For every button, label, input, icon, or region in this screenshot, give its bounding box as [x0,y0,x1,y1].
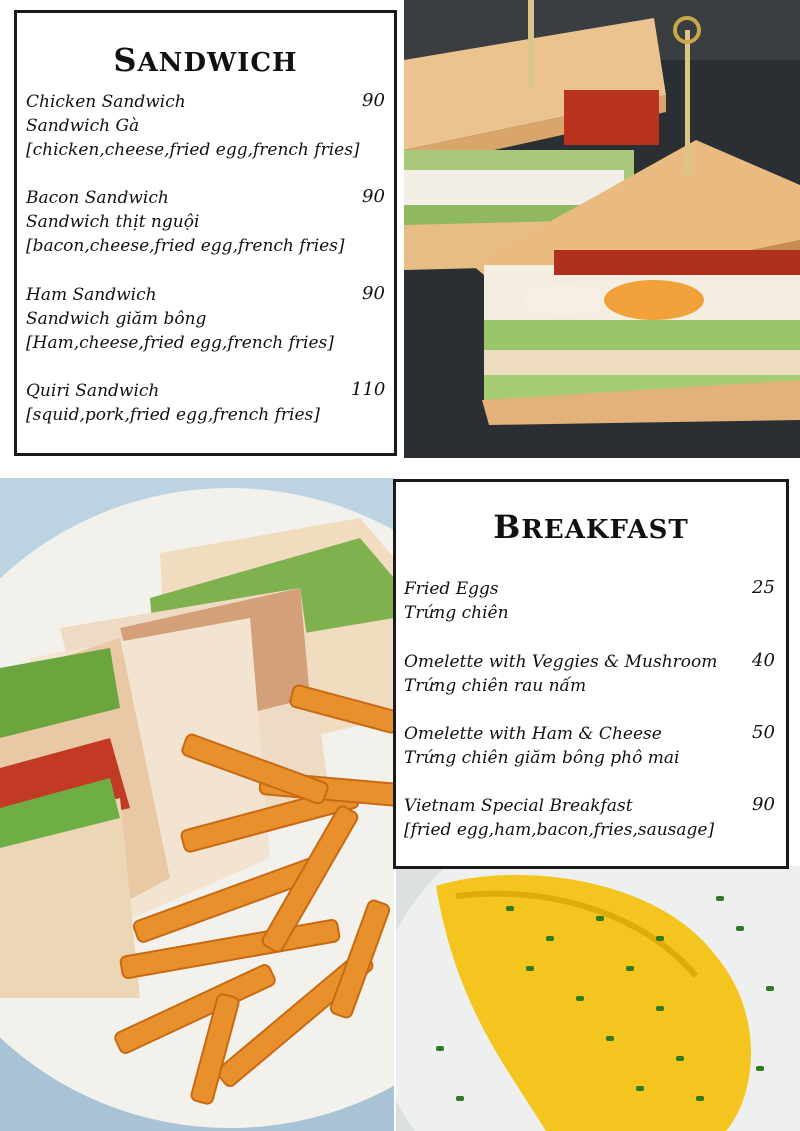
item-name: Ham Sandwich [26,285,157,305]
item-description: [chicken,cheese,fried egg,french fries] [26,140,360,160]
item-name: Omelette with Veggies & Mushroom [404,652,718,672]
item-description: [fried egg,ham,bacon,fries,sausage] [404,820,715,840]
breakfast-title [396,508,786,546]
item-name: Vietnam Special Breakfast [404,796,633,816]
sandwich-fries-photo [0,478,394,1131]
item-description: [bacon,cheese,fried egg,french fries] [26,236,345,256]
item-vietnamese-name: Trứng chiên giăm bông phô mai [404,748,680,768]
item-name: Bacon Sandwich [26,188,169,208]
item-vietnamese-name: Trứng chiên [404,603,509,623]
menu-item-omelette-veggies [404,650,717,698]
menu-item-vietnam-special-breakfast [404,794,714,842]
club-sandwich-photo [404,0,800,458]
item-price: 40 [752,650,775,671]
item-vietnamese-name: Trứng chiên rau nấm [404,676,587,696]
item-price: 110 [351,379,386,400]
menu-item-fried-eggs [404,577,509,625]
breakfast-menu-panel [393,479,789,869]
menu-item-omelette-ham-cheese [404,722,679,770]
item-name: Fried Eggs [404,579,499,599]
item-name: Omelette with Ham & Cheese [404,724,662,744]
menu-item-ham-sandwich [26,283,334,355]
item-price: 90 [362,283,385,304]
item-description: [Ham,cheese,fried egg,french fries] [26,333,334,353]
item-name: Chicken Sandwich [26,92,186,112]
sandwich-menu-panel [14,10,397,456]
breakfast-title-initial: B [493,508,522,546]
item-price: 50 [752,722,775,743]
menu-item-bacon-sandwich [26,186,345,258]
sandwich-title-rest: ANDWICH [137,48,298,78]
menu-item-chicken-sandwich [26,90,360,162]
menu-item-quiri-sandwich [26,379,320,427]
omelette-photo [396,866,800,1131]
item-vietnamese-name: Sandwich thịt nguội [26,212,200,232]
item-price: 90 [362,186,385,207]
item-price: 90 [752,794,775,815]
item-vietnamese-name: Sandwich giăm bông [26,309,207,329]
sandwich-title-initial: S [113,41,138,79]
item-name: Quiri Sandwich [26,381,160,401]
sandwich-title [17,41,394,79]
item-vietnamese-name: Sandwich Gà [26,116,140,136]
item-price: 90 [362,90,385,111]
breakfast-title-rest: REAKFAST [521,515,689,545]
item-description: [squid,pork,fried egg,french fries] [26,405,320,425]
item-price: 25 [752,577,775,598]
